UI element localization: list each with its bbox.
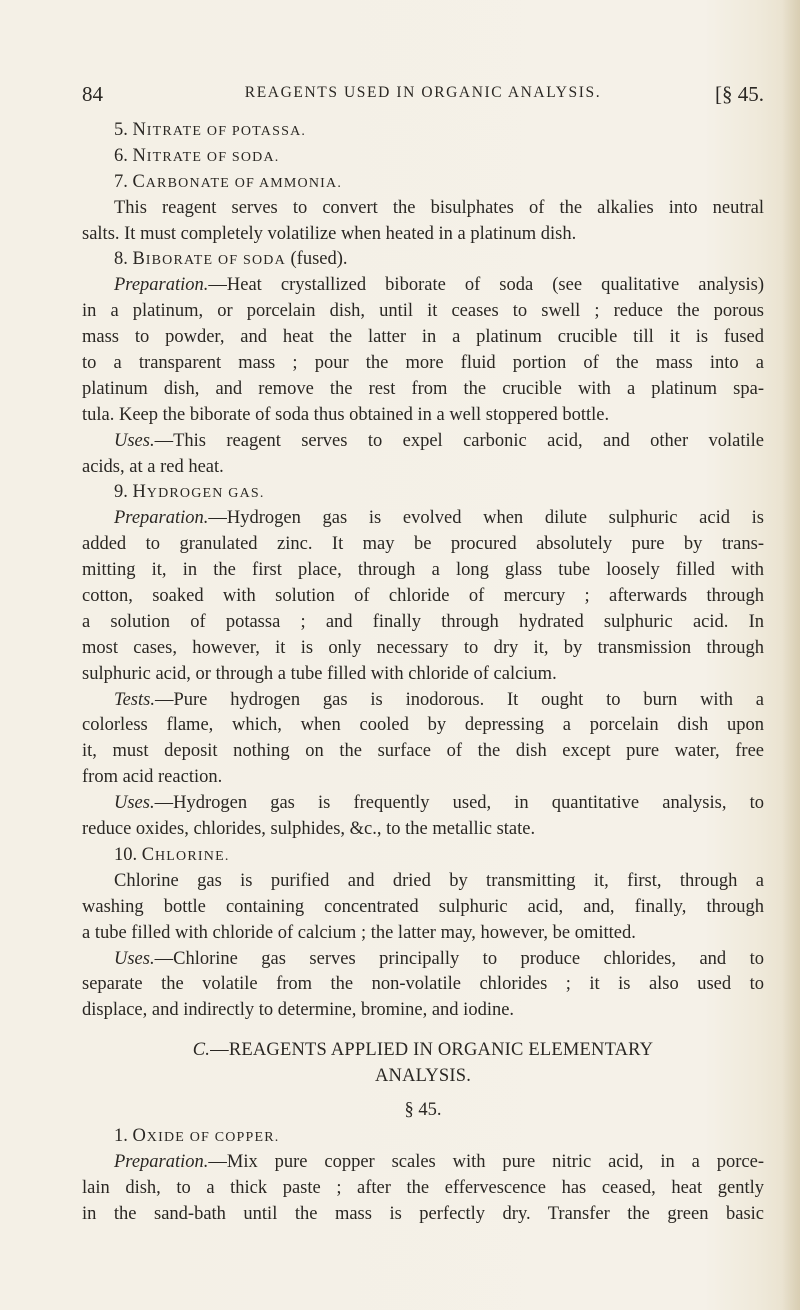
paragraph-line: colorless flame, which, when cooled by depressing a porcelain dish upon <box>82 715 764 736</box>
run-in-label: Preparation. <box>114 508 209 529</box>
page-edge-shadow <box>782 0 800 1310</box>
paragraph-line: a tube filled with chloride of calcium ; the latter may, however, be omitted. <box>82 922 636 943</box>
item-title-initial: C <box>132 171 146 192</box>
paragraph-line: it, must deposit nothing on the surface of the dish except pure water, free <box>82 741 764 762</box>
paragraph-text: —Hydrogen gas is frequently used, in quantitative analysis, to <box>154 793 764 814</box>
paragraph-line: Chlorine gas is purified and dried by transmitting it, first, through a <box>114 870 764 891</box>
item-title-initial: H <box>132 482 147 503</box>
run-in-label: Preparation. <box>114 275 209 296</box>
item-title-initial: N <box>132 120 147 140</box>
item-title-rest: HLORINE. <box>155 848 230 864</box>
paragraph-line: reduce oxides, chlorides, sulphides, &c., to the metallic state. <box>82 819 536 840</box>
paragraph-line: mitting it, in the first place, through a long glass tube loosely filled with <box>82 560 764 581</box>
item-number: 8. <box>114 249 128 270</box>
item-title-note: (fused). <box>285 249 348 270</box>
paragraph-line: platinum dish, and remove the rest from the crucible with a platinum spa- <box>82 378 764 399</box>
paragraph-text: —This reagent serves to expel carbonic acid, and other volatile <box>154 430 764 451</box>
paragraph-line: salts. It must completely volatilize when heated in a platinum dish. <box>82 223 577 244</box>
item-title-initial: N <box>132 145 147 166</box>
item-heading-hydrogen-gas <box>82 480 764 506</box>
item-number: 10. <box>114 844 138 865</box>
paragraph-line: cotton, soaked with solution of chloride of mercury ; afterwards through <box>82 586 764 607</box>
item-title <box>133 172 343 192</box>
paragraph-line: to a transparent mass ; pour the more fluid portion of the mass into a <box>82 353 764 374</box>
paragraph-line <box>82 947 764 973</box>
paragraph-line: displace, and indirectly to determine, bromine, and iodine. <box>82 1000 515 1021</box>
item-title-rest: ITRATE OF POTASSA. <box>146 124 307 139</box>
run-in-label: Uses. <box>114 430 155 451</box>
paragraph-line: a solution of potassa ; and finally through hydrated sulphuric acid. In <box>82 611 764 632</box>
section-spacer <box>82 1024 764 1038</box>
item-title-initial: C <box>141 844 155 865</box>
paragraph-line: This reagent serves to convert the bisulphates of the alkalies into neutral <box>114 197 764 218</box>
item-title-rest: IBORATE OF SODA <box>145 253 286 269</box>
item-number: 6. <box>114 145 128 166</box>
item-title <box>133 249 286 269</box>
paragraph-line: acids, at a red heat. <box>82 456 224 477</box>
item-heading-oxide-copper <box>82 1124 764 1150</box>
running-header <box>82 82 764 112</box>
item-heading-carbonate-ammonia <box>82 170 764 196</box>
paragraph-line <box>82 1150 764 1176</box>
item-heading-nitrate-potassa <box>82 118 764 144</box>
paragraph-text: —Heat crystallized biborate of soda (see qualitative analysis) <box>208 275 764 296</box>
run-in-label: Preparation. <box>114 1151 209 1172</box>
item-number: 7. <box>114 171 128 192</box>
item-title <box>133 482 265 502</box>
paragraph-line <box>82 429 764 455</box>
paragraph-line <box>82 791 764 817</box>
paragraph-line <box>82 688 764 714</box>
item-title <box>133 120 307 140</box>
paragraph-line: mass to powder, and heat the latter in a platinum crucible till it is fused <box>82 327 764 348</box>
paragraph-line: in the sand-bath until the mass is perfectly dry. Transfer the green basic <box>82 1203 764 1224</box>
section-letter: C. <box>192 1040 211 1061</box>
paragraph-line: washing bottle containing concentrated sulphuric acid, and, finally, through <box>82 896 764 917</box>
item-heading-nitrate-soda <box>82 144 764 170</box>
item-number: 9. <box>114 482 128 503</box>
paragraph-text: —Hydrogen gas is evolved when dilute sulphuric acid is <box>208 508 764 529</box>
section-spacer <box>82 1090 764 1098</box>
page-body <box>82 118 764 1227</box>
section-c-heading <box>82 1038 764 1064</box>
run-in-label: Uses. <box>114 948 155 969</box>
paragraph-line <box>82 273 764 299</box>
run-in-label: Tests. <box>114 689 155 710</box>
item-title <box>142 845 230 865</box>
item-title-initial: O <box>132 1125 147 1146</box>
paragraph-line: separate the volatile from the non-volatile chlorides ; it is also used to <box>82 974 764 995</box>
paragraph-line: from acid reaction. <box>82 767 223 788</box>
paragraph-line <box>82 506 764 532</box>
paragraph-line: in a platinum, or porcelain dish, until it ceases to swell ; reduce the porous <box>82 301 764 322</box>
paragraph-line: most cases, however, it is only necessary to dry it, by transmission through <box>82 637 764 658</box>
item-number: 5. <box>114 120 128 140</box>
section-c-heading-line2: ANALYSIS. <box>374 1066 472 1087</box>
item-title-rest: ITRATE OF SODA. <box>146 149 280 165</box>
item-title <box>133 1126 280 1146</box>
item-title-rest: XIDE OF COPPER. <box>146 1129 280 1145</box>
item-heading-chlorine <box>82 843 764 869</box>
section-number: § 45. <box>404 1099 442 1120</box>
paragraph-line: added to granulated zinc. It may be procured absolutely pure by trans- <box>82 534 764 555</box>
section-reference: [§ 45. <box>715 82 764 106</box>
item-title <box>133 146 280 166</box>
page-number: 84 <box>82 82 103 106</box>
paragraph-line: tula. Keep the biborate of soda thus obtained in a well stoppered bottle. <box>82 404 610 425</box>
paragraph-text: —Chlorine gas serves principally to produce chlorides, and to <box>154 948 764 969</box>
item-title-rest: ARBONATE OF AMMONIA. <box>145 175 343 191</box>
item-title-rest: YDROGEN GAS. <box>146 486 265 502</box>
paragraph-text: —Mix pure copper scales with pure nitric acid, in a porce- <box>208 1151 764 1172</box>
item-heading-biborate-soda <box>82 247 764 273</box>
paragraph-line: sulphuric acid, or through a tube filled with chloride of calcium. <box>82 663 557 684</box>
paragraph-text: —Pure hydrogen gas is inodorous. It ought to burn with a <box>154 689 764 710</box>
section-title-line1: —REAGENTS APPLIED IN ORGANIC ELEMENTARY <box>210 1040 654 1061</box>
run-in-label: Uses. <box>114 793 155 814</box>
running-title: REAGENTS USED IN ORGANIC ANALYSIS. <box>244 84 602 101</box>
paragraph-line: lain dish, to a thick paste ; after the effervescence has ceased, heat gently <box>82 1177 764 1198</box>
item-number: 1. <box>114 1125 128 1146</box>
item-title-initial: B <box>132 249 146 270</box>
